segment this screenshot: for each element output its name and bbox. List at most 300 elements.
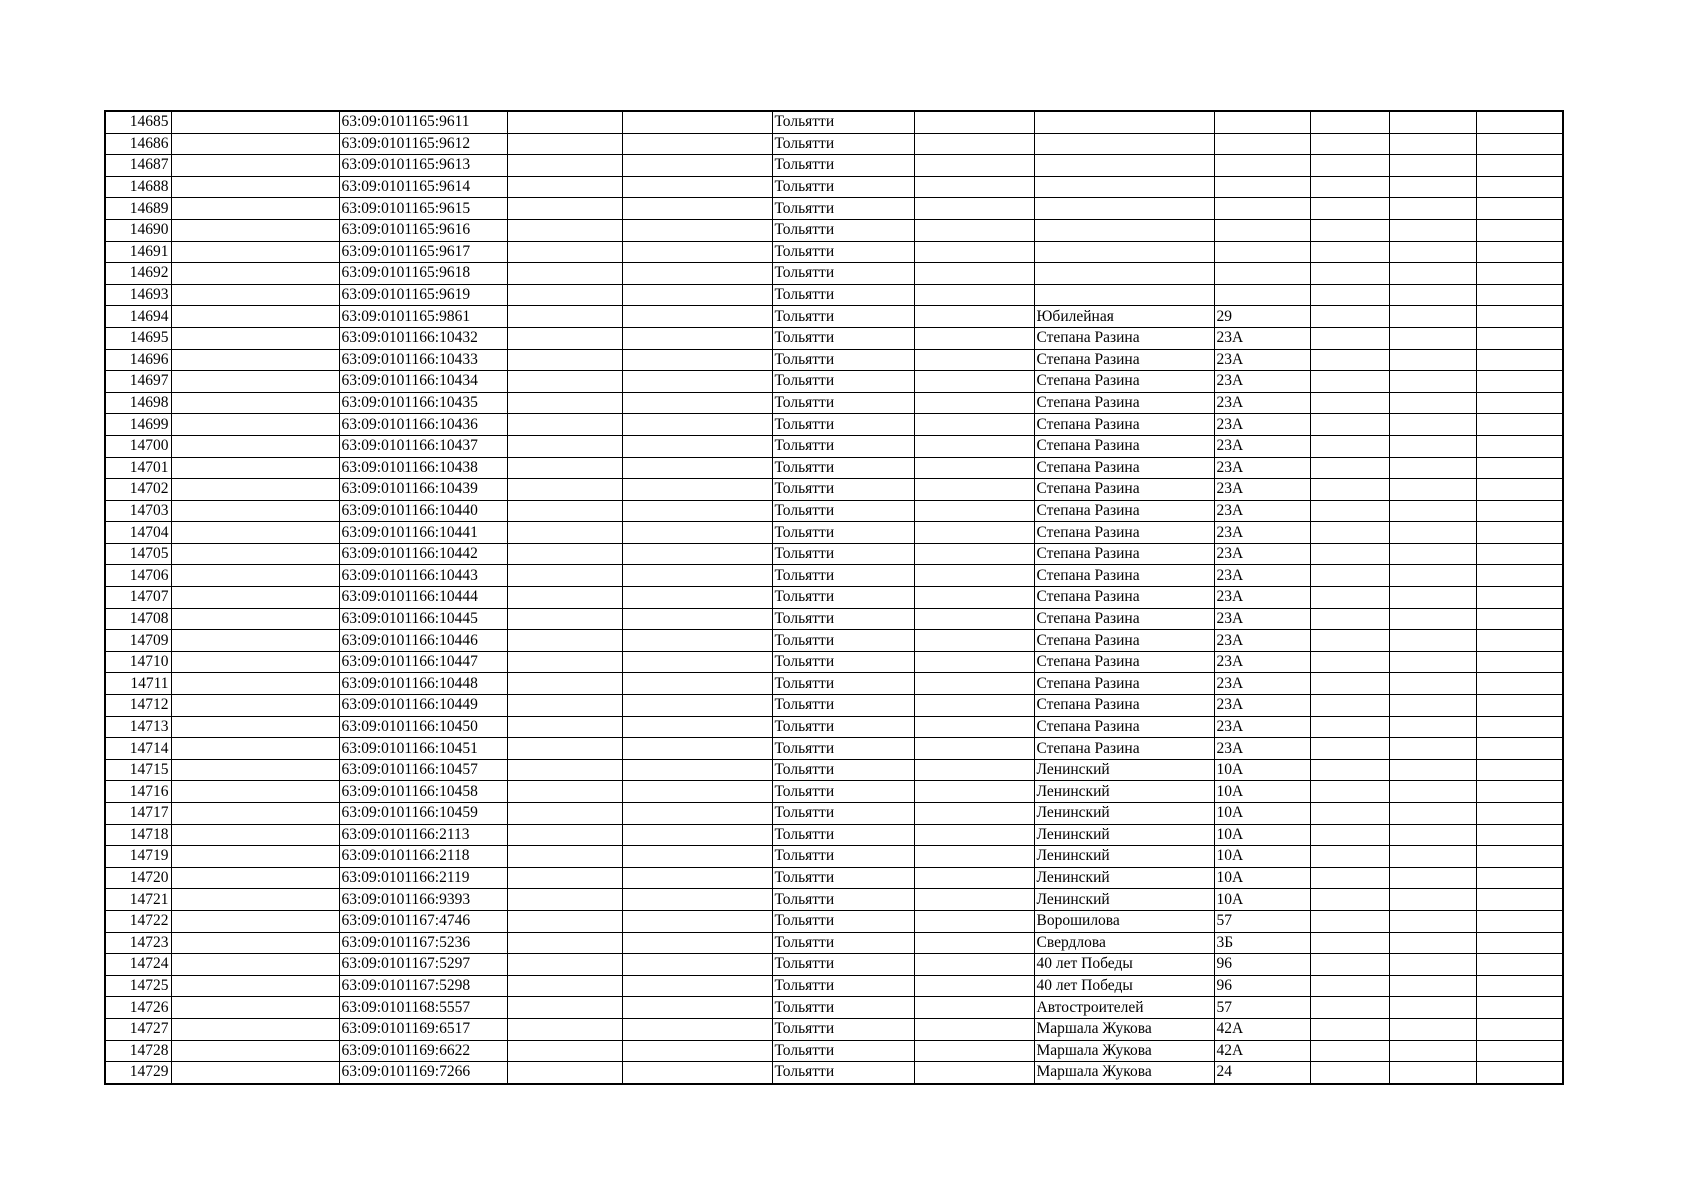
cell-blank-col-12 xyxy=(1476,371,1563,393)
cell-blank-col-12 xyxy=(1476,910,1563,932)
table-row xyxy=(105,1018,1563,1040)
cell-house-number: 42А xyxy=(1214,1018,1310,1040)
cell-blank-col-5 xyxy=(622,349,772,371)
cell-blank-col-7 xyxy=(914,759,1034,781)
cell-blank-col-4 xyxy=(507,803,622,825)
cell-blank-col-5 xyxy=(622,263,772,285)
cell-city: Тольятти xyxy=(772,198,914,220)
cell-row-number: 14702 xyxy=(105,479,171,501)
cell-cadastral-number: 63:09:0101169:6517 xyxy=(339,1018,507,1040)
cell-cadastral-number: 63:09:0101166:2119 xyxy=(339,867,507,889)
cell-row-number: 14687 xyxy=(105,155,171,177)
cell-street xyxy=(1034,155,1214,177)
cell-house-number: 23А xyxy=(1214,695,1310,717)
cell-blank-col-2 xyxy=(171,759,339,781)
cell-blank-col-12 xyxy=(1476,306,1563,328)
cell-city: Тольятти xyxy=(772,716,914,738)
cell-blank-col-10 xyxy=(1310,522,1389,544)
cell-row-number: 14711 xyxy=(105,673,171,695)
table-row xyxy=(105,522,1563,544)
table-row xyxy=(105,241,1563,263)
cell-blank-col-5 xyxy=(622,176,772,198)
cell-blank-col-11 xyxy=(1389,241,1476,263)
cell-blank-col-7 xyxy=(914,889,1034,911)
cell-city: Тольятти xyxy=(772,824,914,846)
cell-row-number: 14686 xyxy=(105,133,171,155)
table-row xyxy=(105,781,1563,803)
cell-blank-col-4 xyxy=(507,435,622,457)
cell-house-number xyxy=(1214,241,1310,263)
cell-house-number: 23А xyxy=(1214,738,1310,760)
cell-cadastral-number: 63:09:0101165:9612 xyxy=(339,133,507,155)
cell-blank-col-10 xyxy=(1310,392,1389,414)
cell-blank-col-5 xyxy=(622,781,772,803)
cell-blank-col-5 xyxy=(622,738,772,760)
cell-blank-col-7 xyxy=(914,565,1034,587)
cell-house-number: 10А xyxy=(1214,889,1310,911)
cell-blank-col-7 xyxy=(914,954,1034,976)
cell-blank-col-4 xyxy=(507,954,622,976)
cell-blank-col-11 xyxy=(1389,457,1476,479)
cell-blank-col-12 xyxy=(1476,414,1563,436)
cell-house-number xyxy=(1214,176,1310,198)
cell-street: Степана Разина xyxy=(1034,327,1214,349)
cell-blank-col-7 xyxy=(914,738,1034,760)
cell-row-number: 14694 xyxy=(105,306,171,328)
cell-cadastral-number: 63:09:0101166:2113 xyxy=(339,824,507,846)
cell-blank-col-12 xyxy=(1476,587,1563,609)
cell-blank-col-12 xyxy=(1476,522,1563,544)
cell-blank-col-11 xyxy=(1389,824,1476,846)
cell-blank-col-5 xyxy=(622,846,772,868)
cell-blank-col-4 xyxy=(507,587,622,609)
cell-blank-col-12 xyxy=(1476,565,1563,587)
cell-blank-col-10 xyxy=(1310,824,1389,846)
cell-blank-col-5 xyxy=(622,630,772,652)
cell-city: Тольятти xyxy=(772,155,914,177)
cell-blank-col-5 xyxy=(622,133,772,155)
cell-row-number: 14723 xyxy=(105,932,171,954)
table-row xyxy=(105,954,1563,976)
cell-street xyxy=(1034,263,1214,285)
cell-blank-col-7 xyxy=(914,716,1034,738)
cell-blank-col-4 xyxy=(507,932,622,954)
cell-blank-col-11 xyxy=(1389,932,1476,954)
cell-blank-col-12 xyxy=(1476,738,1563,760)
cell-blank-col-7 xyxy=(914,198,1034,220)
cell-blank-col-5 xyxy=(622,543,772,565)
cell-row-number: 14685 xyxy=(105,111,171,133)
cell-blank-col-11 xyxy=(1389,651,1476,673)
cell-blank-col-7 xyxy=(914,111,1034,133)
cell-city: Тольятти xyxy=(772,327,914,349)
cell-city: Тольятти xyxy=(772,219,914,241)
cell-blank-col-5 xyxy=(622,306,772,328)
cell-blank-col-7 xyxy=(914,1062,1034,1084)
cell-cadastral-number: 63:09:0101166:10433 xyxy=(339,349,507,371)
cell-blank-col-11 xyxy=(1389,565,1476,587)
cell-cadastral-number: 63:09:0101166:10447 xyxy=(339,651,507,673)
cell-blank-col-2 xyxy=(171,500,339,522)
cell-blank-col-11 xyxy=(1389,306,1476,328)
cell-blank-col-12 xyxy=(1476,997,1563,1019)
cell-cadastral-number: 63:09:0101165:9614 xyxy=(339,176,507,198)
cell-blank-col-7 xyxy=(914,846,1034,868)
cell-city: Тольятти xyxy=(772,479,914,501)
cell-cadastral-number: 63:09:0101166:10437 xyxy=(339,435,507,457)
cell-blank-col-12 xyxy=(1476,759,1563,781)
cell-blank-col-10 xyxy=(1310,371,1389,393)
table-row xyxy=(105,565,1563,587)
cell-blank-col-4 xyxy=(507,716,622,738)
cell-house-number: 3Б xyxy=(1214,932,1310,954)
cell-cadastral-number: 63:09:0101166:9393 xyxy=(339,889,507,911)
cell-blank-col-7 xyxy=(914,392,1034,414)
cell-blank-col-5 xyxy=(622,932,772,954)
cell-row-number: 14701 xyxy=(105,457,171,479)
cell-row-number: 14695 xyxy=(105,327,171,349)
cell-blank-col-4 xyxy=(507,651,622,673)
table-row xyxy=(105,910,1563,932)
table-row xyxy=(105,975,1563,997)
cell-blank-col-11 xyxy=(1389,867,1476,889)
cell-street: Степана Разина xyxy=(1034,349,1214,371)
cell-blank-col-7 xyxy=(914,803,1034,825)
cell-blank-col-11 xyxy=(1389,997,1476,1019)
cell-cadastral-number: 63:09:0101166:10435 xyxy=(339,392,507,414)
cell-blank-col-4 xyxy=(507,910,622,932)
cell-house-number: 23А xyxy=(1214,543,1310,565)
cell-blank-col-4 xyxy=(507,630,622,652)
cell-blank-col-2 xyxy=(171,695,339,717)
cell-blank-col-10 xyxy=(1310,241,1389,263)
cell-house-number xyxy=(1214,284,1310,306)
cell-cadastral-number: 63:09:0101165:9616 xyxy=(339,219,507,241)
cell-street: Степана Разина xyxy=(1034,587,1214,609)
cell-street: Маршала Жукова xyxy=(1034,1040,1214,1062)
cell-blank-col-12 xyxy=(1476,111,1563,133)
cell-blank-col-2 xyxy=(171,543,339,565)
cell-blank-col-12 xyxy=(1476,824,1563,846)
cell-blank-col-10 xyxy=(1310,263,1389,285)
cell-cadastral-number: 63:09:0101166:10443 xyxy=(339,565,507,587)
cell-blank-col-5 xyxy=(622,954,772,976)
cell-blank-col-10 xyxy=(1310,349,1389,371)
cell-blank-col-10 xyxy=(1310,284,1389,306)
cell-blank-col-2 xyxy=(171,932,339,954)
cell-house-number: 23А xyxy=(1214,630,1310,652)
cell-blank-col-12 xyxy=(1476,954,1563,976)
cell-blank-col-12 xyxy=(1476,500,1563,522)
cell-blank-col-10 xyxy=(1310,1062,1389,1084)
cell-blank-col-7 xyxy=(914,975,1034,997)
cell-city: Тольятти xyxy=(772,414,914,436)
cell-house-number: 96 xyxy=(1214,975,1310,997)
cell-blank-col-7 xyxy=(914,630,1034,652)
cell-cadastral-number: 63:09:0101166:10434 xyxy=(339,371,507,393)
table-row xyxy=(105,284,1563,306)
cell-city: Тольятти xyxy=(772,500,914,522)
cell-row-number: 14703 xyxy=(105,500,171,522)
cell-blank-col-5 xyxy=(622,651,772,673)
cell-blank-col-7 xyxy=(914,910,1034,932)
table-row xyxy=(105,695,1563,717)
cell-row-number: 14715 xyxy=(105,759,171,781)
cell-street: Степана Разина xyxy=(1034,695,1214,717)
cell-cadastral-number: 63:09:0101166:10451 xyxy=(339,738,507,760)
cell-row-number: 14722 xyxy=(105,910,171,932)
cell-blank-col-11 xyxy=(1389,738,1476,760)
cell-blank-col-11 xyxy=(1389,176,1476,198)
cell-blank-col-12 xyxy=(1476,846,1563,868)
cell-blank-col-10 xyxy=(1310,781,1389,803)
cell-blank-col-10 xyxy=(1310,587,1389,609)
cell-blank-col-5 xyxy=(622,284,772,306)
cell-blank-col-2 xyxy=(171,1040,339,1062)
table-row xyxy=(105,673,1563,695)
cell-blank-col-2 xyxy=(171,1062,339,1084)
cell-blank-col-4 xyxy=(507,176,622,198)
cell-blank-col-11 xyxy=(1389,479,1476,501)
cell-blank-col-10 xyxy=(1310,759,1389,781)
cell-cadastral-number: 63:09:0101169:7266 xyxy=(339,1062,507,1084)
cell-blank-col-5 xyxy=(622,111,772,133)
table-row xyxy=(105,155,1563,177)
cell-blank-col-12 xyxy=(1476,673,1563,695)
cell-row-number: 14698 xyxy=(105,392,171,414)
cell-house-number: 23А xyxy=(1214,414,1310,436)
cell-blank-col-2 xyxy=(171,241,339,263)
cell-blank-col-2 xyxy=(171,284,339,306)
cell-street: Степана Разина xyxy=(1034,435,1214,457)
cell-blank-col-11 xyxy=(1389,954,1476,976)
cell-city: Тольятти xyxy=(772,263,914,285)
cell-blank-col-12 xyxy=(1476,327,1563,349)
cell-blank-col-11 xyxy=(1389,155,1476,177)
cell-blank-col-2 xyxy=(171,803,339,825)
table-row xyxy=(105,479,1563,501)
table-row xyxy=(105,263,1563,285)
cell-blank-col-4 xyxy=(507,759,622,781)
cell-row-number: 14690 xyxy=(105,219,171,241)
cell-house-number: 23А xyxy=(1214,673,1310,695)
cell-blank-col-2 xyxy=(171,219,339,241)
cell-cadastral-number: 63:09:0101166:10457 xyxy=(339,759,507,781)
cell-blank-col-12 xyxy=(1476,695,1563,717)
cell-house-number: 10А xyxy=(1214,781,1310,803)
cell-row-number: 14725 xyxy=(105,975,171,997)
cell-blank-col-7 xyxy=(914,867,1034,889)
cell-cadastral-number: 63:09:0101167:4746 xyxy=(339,910,507,932)
cell-blank-col-5 xyxy=(622,1062,772,1084)
cell-blank-col-10 xyxy=(1310,803,1389,825)
cell-blank-col-12 xyxy=(1476,608,1563,630)
cell-city: Тольятти xyxy=(772,111,914,133)
cell-house-number: 23А xyxy=(1214,479,1310,501)
cell-city: Тольятти xyxy=(772,910,914,932)
cell-city: Тольятти xyxy=(772,241,914,263)
cell-street: Ворошилова xyxy=(1034,910,1214,932)
cell-house-number: 23А xyxy=(1214,500,1310,522)
cell-street: Степана Разина xyxy=(1034,630,1214,652)
cell-blank-col-12 xyxy=(1476,543,1563,565)
cell-blank-col-11 xyxy=(1389,1040,1476,1062)
cell-blank-col-5 xyxy=(622,1018,772,1040)
cell-blank-col-11 xyxy=(1389,608,1476,630)
cell-blank-col-5 xyxy=(622,889,772,911)
cell-house-number: 23А xyxy=(1214,716,1310,738)
cell-blank-col-4 xyxy=(507,1062,622,1084)
cell-cadastral-number: 63:09:0101166:10440 xyxy=(339,500,507,522)
table-row xyxy=(105,867,1563,889)
cell-blank-col-7 xyxy=(914,435,1034,457)
cell-house-number xyxy=(1214,219,1310,241)
cell-house-number: 29 xyxy=(1214,306,1310,328)
cell-blank-col-5 xyxy=(622,155,772,177)
cell-house-number xyxy=(1214,198,1310,220)
table-row xyxy=(105,111,1563,133)
cell-blank-col-5 xyxy=(622,997,772,1019)
cell-blank-col-2 xyxy=(171,327,339,349)
cell-blank-col-2 xyxy=(171,479,339,501)
cell-blank-col-4 xyxy=(507,241,622,263)
cell-blank-col-2 xyxy=(171,630,339,652)
cell-row-number: 14707 xyxy=(105,587,171,609)
cell-blank-col-7 xyxy=(914,695,1034,717)
table-row xyxy=(105,846,1563,868)
cell-blank-col-4 xyxy=(507,155,622,177)
cell-city: Тольятти xyxy=(772,803,914,825)
table-row xyxy=(105,889,1563,911)
cell-blank-col-12 xyxy=(1476,803,1563,825)
cell-street: Свердлова xyxy=(1034,932,1214,954)
cell-blank-col-4 xyxy=(507,867,622,889)
cell-blank-col-7 xyxy=(914,284,1034,306)
cell-row-number: 14712 xyxy=(105,695,171,717)
cell-blank-col-12 xyxy=(1476,219,1563,241)
cell-blank-col-11 xyxy=(1389,781,1476,803)
cell-blank-col-2 xyxy=(171,414,339,436)
cell-blank-col-7 xyxy=(914,673,1034,695)
table-row xyxy=(105,500,1563,522)
cell-blank-col-11 xyxy=(1389,910,1476,932)
cell-cadastral-number: 63:09:0101165:9611 xyxy=(339,111,507,133)
cell-cadastral-number: 63:09:0101166:10438 xyxy=(339,457,507,479)
cell-city: Тольятти xyxy=(772,392,914,414)
cell-cadastral-number: 63:09:0101166:2118 xyxy=(339,846,507,868)
cell-cadastral-number: 63:09:0101166:10441 xyxy=(339,522,507,544)
cell-blank-col-10 xyxy=(1310,932,1389,954)
cell-street: Степана Разина xyxy=(1034,392,1214,414)
cell-row-number: 14709 xyxy=(105,630,171,652)
cell-cadastral-number: 63:09:0101166:10448 xyxy=(339,673,507,695)
cell-street: Степана Разина xyxy=(1034,716,1214,738)
cell-blank-col-11 xyxy=(1389,803,1476,825)
cell-blank-col-11 xyxy=(1389,349,1476,371)
cell-blank-col-7 xyxy=(914,219,1034,241)
cell-blank-col-4 xyxy=(507,479,622,501)
cell-blank-col-12 xyxy=(1476,263,1563,285)
cell-blank-col-12 xyxy=(1476,435,1563,457)
cell-city: Тольятти xyxy=(772,1040,914,1062)
table-row xyxy=(105,219,1563,241)
table-row xyxy=(105,716,1563,738)
cell-blank-col-11 xyxy=(1389,587,1476,609)
table-row xyxy=(105,932,1563,954)
cell-cadastral-number: 63:09:0101165:9618 xyxy=(339,263,507,285)
cell-blank-col-11 xyxy=(1389,759,1476,781)
cell-blank-col-12 xyxy=(1476,630,1563,652)
cell-blank-col-4 xyxy=(507,133,622,155)
table-row xyxy=(105,608,1563,630)
cell-city: Тольятти xyxy=(772,435,914,457)
cell-house-number: 23А xyxy=(1214,651,1310,673)
cell-cadastral-number: 63:09:0101167:5298 xyxy=(339,975,507,997)
cell-blank-col-10 xyxy=(1310,997,1389,1019)
cell-blank-col-2 xyxy=(171,176,339,198)
table-row xyxy=(105,176,1563,198)
table-row xyxy=(105,349,1563,371)
cell-blank-col-5 xyxy=(622,392,772,414)
cell-blank-col-12 xyxy=(1476,349,1563,371)
cell-cadastral-number: 63:09:0101165:9613 xyxy=(339,155,507,177)
cell-blank-col-7 xyxy=(914,457,1034,479)
table-row xyxy=(105,759,1563,781)
cell-blank-col-2 xyxy=(171,824,339,846)
cell-blank-col-10 xyxy=(1310,176,1389,198)
cell-blank-col-7 xyxy=(914,414,1034,436)
cell-street: Степана Разина xyxy=(1034,738,1214,760)
cell-blank-col-4 xyxy=(507,695,622,717)
cell-blank-col-11 xyxy=(1389,695,1476,717)
table-row xyxy=(105,543,1563,565)
cell-blank-col-5 xyxy=(622,500,772,522)
cell-street: Степана Разина xyxy=(1034,414,1214,436)
cell-blank-col-2 xyxy=(171,997,339,1019)
cell-city: Тольятти xyxy=(772,371,914,393)
cell-blank-col-5 xyxy=(622,414,772,436)
cell-blank-col-10 xyxy=(1310,738,1389,760)
cell-blank-col-4 xyxy=(507,608,622,630)
cell-blank-col-10 xyxy=(1310,910,1389,932)
cell-blank-col-2 xyxy=(171,651,339,673)
cell-row-number: 14729 xyxy=(105,1062,171,1084)
cell-blank-col-4 xyxy=(507,975,622,997)
cell-cadastral-number: 63:09:0101166:10432 xyxy=(339,327,507,349)
table-row xyxy=(105,1040,1563,1062)
cell-blank-col-7 xyxy=(914,155,1034,177)
cell-blank-col-5 xyxy=(622,608,772,630)
cell-house-number: 23А xyxy=(1214,371,1310,393)
cell-blank-col-10 xyxy=(1310,1018,1389,1040)
cell-city: Тольятти xyxy=(772,543,914,565)
cell-cadastral-number: 63:09:0101165:9619 xyxy=(339,284,507,306)
cell-row-number: 14700 xyxy=(105,435,171,457)
cell-blank-col-11 xyxy=(1389,630,1476,652)
table-row xyxy=(105,803,1563,825)
cell-blank-col-10 xyxy=(1310,695,1389,717)
cell-cadastral-number: 63:09:0101168:5557 xyxy=(339,997,507,1019)
cell-street xyxy=(1034,241,1214,263)
cell-house-number: 23А xyxy=(1214,327,1310,349)
table-row xyxy=(105,997,1563,1019)
cell-blank-col-4 xyxy=(507,1040,622,1062)
cell-city: Тольятти xyxy=(772,1018,914,1040)
cell-row-number: 14721 xyxy=(105,889,171,911)
cell-blank-col-7 xyxy=(914,824,1034,846)
table-row xyxy=(105,198,1563,220)
cell-blank-col-11 xyxy=(1389,392,1476,414)
